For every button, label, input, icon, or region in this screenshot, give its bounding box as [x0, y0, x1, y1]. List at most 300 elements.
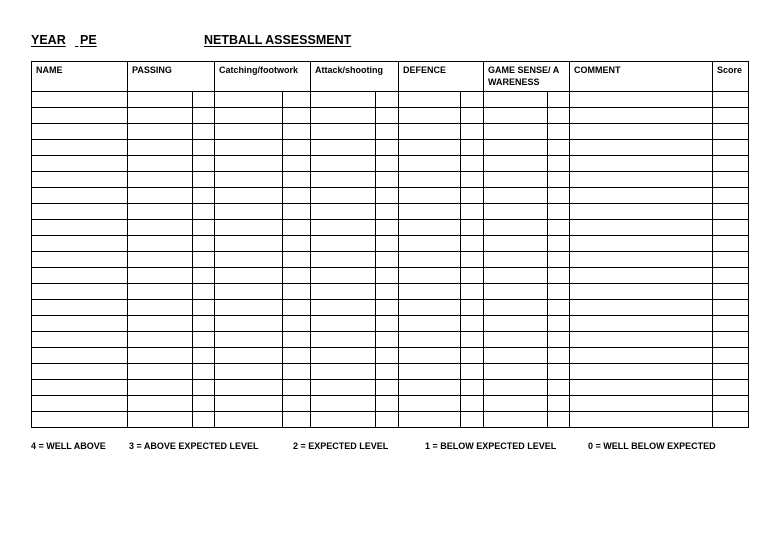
cell-passing-mark[interactable]: [193, 364, 215, 380]
cell-game-sense-mark[interactable]: [548, 284, 570, 300]
cell-defence[interactable]: [399, 236, 461, 252]
cell-game-sense-mark[interactable]: [548, 204, 570, 220]
cell-game-sense[interactable]: [484, 172, 548, 188]
cell-game-sense[interactable]: [484, 204, 548, 220]
cell-passing[interactable]: [128, 348, 193, 364]
cell-name[interactable]: [32, 412, 128, 428]
cell-passing[interactable]: [128, 268, 193, 284]
cell-defence[interactable]: [399, 284, 461, 300]
cell-catching[interactable]: [215, 380, 283, 396]
cell-passing[interactable]: [128, 300, 193, 316]
cell-defence-mark[interactable]: [461, 172, 484, 188]
cell-defence[interactable]: [399, 332, 461, 348]
cell-attack[interactable]: [311, 108, 376, 124]
cell-score[interactable]: [713, 156, 749, 172]
cell-game-sense[interactable]: [484, 284, 548, 300]
cell-defence[interactable]: [399, 364, 461, 380]
cell-catching[interactable]: [215, 364, 283, 380]
cell-defence[interactable]: [399, 268, 461, 284]
cell-game-sense-mark[interactable]: [548, 156, 570, 172]
cell-score[interactable]: [713, 236, 749, 252]
table-row: [32, 268, 749, 284]
cell-comment[interactable]: [570, 140, 713, 156]
cell-attack-mark[interactable]: [376, 332, 399, 348]
cell-game-sense-mark[interactable]: [548, 188, 570, 204]
cell-passing-mark[interactable]: [193, 332, 215, 348]
cell-game-sense[interactable]: [484, 364, 548, 380]
cell-name[interactable]: [32, 188, 128, 204]
cell-passing-mark[interactable]: [193, 140, 215, 156]
cell-defence-mark[interactable]: [461, 156, 484, 172]
cell-catching-mark[interactable]: [283, 316, 311, 332]
cell-game-sense[interactable]: [484, 140, 548, 156]
cell-comment[interactable]: [570, 220, 713, 236]
table-row: [32, 156, 749, 172]
cell-attack[interactable]: [311, 220, 376, 236]
cell-passing-mark[interactable]: [193, 124, 215, 140]
cell-passing-mark[interactable]: [193, 220, 215, 236]
cell-game-sense-mark[interactable]: [548, 140, 570, 156]
cell-defence[interactable]: [399, 412, 461, 428]
cell-attack[interactable]: [311, 364, 376, 380]
cell-passing[interactable]: [128, 124, 193, 140]
cell-defence-mark[interactable]: [461, 364, 484, 380]
cell-passing[interactable]: [128, 108, 193, 124]
cell-catching-mark[interactable]: [283, 188, 311, 204]
cell-passing-mark[interactable]: [193, 172, 215, 188]
cell-defence[interactable]: [399, 124, 461, 140]
cell-game-sense-mark[interactable]: [548, 172, 570, 188]
cell-game-sense-mark[interactable]: [548, 316, 570, 332]
cell-passing-mark[interactable]: [193, 236, 215, 252]
table-body: [32, 92, 749, 428]
cell-attack-mark[interactable]: [376, 124, 399, 140]
cell-game-sense-mark[interactable]: [548, 236, 570, 252]
cell-name[interactable]: [32, 332, 128, 348]
cell-name[interactable]: [32, 124, 128, 140]
cell-passing[interactable]: [128, 316, 193, 332]
cell-catching[interactable]: [215, 172, 283, 188]
cell-attack-mark[interactable]: [376, 412, 399, 428]
cell-catching[interactable]: [215, 124, 283, 140]
cell-attack[interactable]: [311, 236, 376, 252]
cell-attack-mark[interactable]: [376, 204, 399, 220]
cell-attack-mark[interactable]: [376, 364, 399, 380]
cell-comment[interactable]: [570, 380, 713, 396]
cell-name[interactable]: [32, 380, 128, 396]
cell-attack[interactable]: [311, 140, 376, 156]
table-row: [32, 332, 749, 348]
cell-passing[interactable]: [128, 396, 193, 412]
table-row: [32, 236, 749, 252]
cell-passing[interactable]: [128, 188, 193, 204]
cell-score[interactable]: [713, 92, 749, 108]
cell-game-sense-mark[interactable]: [548, 124, 570, 140]
cell-catching[interactable]: [215, 268, 283, 284]
table-row: [32, 92, 749, 108]
cell-passing[interactable]: [128, 156, 193, 172]
cell-comment[interactable]: [570, 236, 713, 252]
cell-catching-mark[interactable]: [283, 364, 311, 380]
cell-defence[interactable]: [399, 92, 461, 108]
cell-attack-mark[interactable]: [376, 284, 399, 300]
cell-game-sense[interactable]: [484, 124, 548, 140]
cell-catching-mark[interactable]: [283, 124, 311, 140]
cell-catching-mark[interactable]: [283, 300, 311, 316]
cell-defence-mark[interactable]: [461, 268, 484, 284]
cell-passing[interactable]: [128, 172, 193, 188]
cell-passing-mark[interactable]: [193, 108, 215, 124]
cell-catching-mark[interactable]: [283, 252, 311, 268]
cell-catching-mark[interactable]: [283, 220, 311, 236]
cell-catching-mark[interactable]: [283, 332, 311, 348]
cell-defence-mark[interactable]: [461, 124, 484, 140]
cell-defence-mark[interactable]: [461, 188, 484, 204]
cell-comment[interactable]: [570, 332, 713, 348]
cell-catching[interactable]: [215, 412, 283, 428]
cell-game-sense-mark[interactable]: [548, 300, 570, 316]
col-header-catching: Catching/footwork: [215, 62, 311, 92]
cell-defence-mark[interactable]: [461, 300, 484, 316]
cell-defence[interactable]: [399, 140, 461, 156]
cell-attack[interactable]: [311, 92, 376, 108]
cell-attack[interactable]: [311, 156, 376, 172]
cell-passing[interactable]: [128, 284, 193, 300]
cell-game-sense[interactable]: [484, 380, 548, 396]
cell-catching[interactable]: [215, 92, 283, 108]
cell-game-sense[interactable]: [484, 92, 548, 108]
cell-attack-mark[interactable]: [376, 380, 399, 396]
cell-catching-mark[interactable]: [283, 156, 311, 172]
cell-passing-mark[interactable]: [193, 204, 215, 220]
cell-game-sense-mark[interactable]: [548, 412, 570, 428]
cell-name[interactable]: [32, 300, 128, 316]
cell-catching[interactable]: [215, 348, 283, 364]
cell-comment[interactable]: [570, 204, 713, 220]
cell-catching[interactable]: [215, 252, 283, 268]
cell-catching[interactable]: [215, 188, 283, 204]
cell-defence-mark[interactable]: [461, 236, 484, 252]
cell-comment[interactable]: [570, 268, 713, 284]
cell-attack[interactable]: [311, 268, 376, 284]
cell-defence-mark[interactable]: [461, 108, 484, 124]
cell-score[interactable]: [713, 220, 749, 236]
legend-item-2: 2 = EXPECTED LEVEL: [293, 441, 389, 451]
cell-attack-mark[interactable]: [376, 92, 399, 108]
cell-game-sense-mark[interactable]: [548, 108, 570, 124]
cell-comment[interactable]: [570, 124, 713, 140]
cell-comment[interactable]: [570, 284, 713, 300]
cell-comment[interactable]: [570, 396, 713, 412]
cell-catching[interactable]: [215, 156, 283, 172]
cell-attack[interactable]: [311, 316, 376, 332]
cell-attack-mark[interactable]: [376, 396, 399, 412]
cell-catching[interactable]: [215, 140, 283, 156]
cell-catching[interactable]: [215, 108, 283, 124]
cell-defence[interactable]: [399, 188, 461, 204]
cell-comment[interactable]: [570, 316, 713, 332]
legend-item-4: 4 = WELL ABOVE: [31, 441, 106, 451]
cell-game-sense[interactable]: [484, 188, 548, 204]
cell-score[interactable]: [713, 364, 749, 380]
cell-defence-mark[interactable]: [461, 204, 484, 220]
cell-defence-mark[interactable]: [461, 332, 484, 348]
cell-catching-mark[interactable]: [283, 268, 311, 284]
cell-catching[interactable]: [215, 204, 283, 220]
cell-score[interactable]: [713, 412, 749, 428]
cell-name[interactable]: [32, 268, 128, 284]
cell-attack[interactable]: [311, 188, 376, 204]
cell-score[interactable]: [713, 268, 749, 284]
cell-game-sense-mark[interactable]: [548, 92, 570, 108]
cell-defence[interactable]: [399, 348, 461, 364]
cell-score[interactable]: [713, 188, 749, 204]
cell-score[interactable]: [713, 316, 749, 332]
table-row: [32, 364, 749, 380]
cell-passing[interactable]: [128, 236, 193, 252]
cell-defence[interactable]: [399, 204, 461, 220]
cell-passing[interactable]: [128, 364, 193, 380]
cell-game-sense[interactable]: [484, 108, 548, 124]
cell-defence-mark[interactable]: [461, 140, 484, 156]
cell-defence[interactable]: [399, 316, 461, 332]
cell-attack[interactable]: [311, 284, 376, 300]
cell-attack[interactable]: [311, 332, 376, 348]
cell-score[interactable]: [713, 300, 749, 316]
cell-game-sense-mark[interactable]: [548, 348, 570, 364]
cell-passing-mark[interactable]: [193, 156, 215, 172]
cell-passing-mark[interactable]: [193, 92, 215, 108]
cell-catching-mark[interactable]: [283, 236, 311, 252]
cell-game-sense-mark[interactable]: [548, 332, 570, 348]
table-row: [32, 396, 749, 412]
cell-defence-mark[interactable]: [461, 220, 484, 236]
col-header-game-sense: GAME SENSE/ AWARENESS: [484, 62, 570, 92]
cell-game-sense[interactable]: [484, 332, 548, 348]
cell-passing-mark[interactable]: [193, 188, 215, 204]
cell-name[interactable]: [32, 172, 128, 188]
cell-name[interactable]: [32, 92, 128, 108]
cell-defence-mark[interactable]: [461, 412, 484, 428]
cell-game-sense-mark[interactable]: [548, 252, 570, 268]
cell-name[interactable]: [32, 364, 128, 380]
cell-attack[interactable]: [311, 396, 376, 412]
cell-score[interactable]: [713, 108, 749, 124]
cell-game-sense[interactable]: [484, 236, 548, 252]
assessment-title: NETBALL ASSESSMENT: [204, 33, 352, 47]
assessment-table: [31, 61, 749, 428]
col-header-passing: PASSING: [128, 62, 215, 92]
cell-passing[interactable]: [128, 204, 193, 220]
cell-attack[interactable]: [311, 348, 376, 364]
cell-score[interactable]: [713, 124, 749, 140]
cell-attack-mark[interactable]: [376, 220, 399, 236]
table-row: [32, 380, 749, 396]
cell-catching-mark[interactable]: [283, 412, 311, 428]
cell-attack-mark[interactable]: [376, 348, 399, 364]
cell-catching-mark[interactable]: [283, 348, 311, 364]
cell-attack[interactable]: [311, 300, 376, 316]
cell-score[interactable]: [713, 380, 749, 396]
cell-catching-mark[interactable]: [283, 172, 311, 188]
cell-defence-mark[interactable]: [461, 348, 484, 364]
cell-attack-mark[interactable]: [376, 236, 399, 252]
cell-name[interactable]: [32, 396, 128, 412]
cell-score[interactable]: [713, 204, 749, 220]
cell-catching[interactable]: [215, 284, 283, 300]
cell-comment[interactable]: [570, 252, 713, 268]
header-row: [32, 62, 749, 92]
cell-passing-mark[interactable]: [193, 412, 215, 428]
cell-catching-mark[interactable]: [283, 140, 311, 156]
cell-score[interactable]: [713, 140, 749, 156]
cell-name[interactable]: [32, 140, 128, 156]
cell-defence[interactable]: [399, 252, 461, 268]
cell-attack-mark[interactable]: [376, 268, 399, 284]
cell-defence[interactable]: [399, 396, 461, 412]
subject-label: PE: [80, 33, 97, 47]
cell-catching[interactable]: [215, 316, 283, 332]
cell-catching[interactable]: [215, 332, 283, 348]
cell-catching[interactable]: [215, 220, 283, 236]
cell-attack[interactable]: [311, 172, 376, 188]
table-row: [32, 172, 749, 188]
cell-game-sense-mark[interactable]: [548, 220, 570, 236]
cell-passing[interactable]: [128, 380, 193, 396]
cell-defence[interactable]: [399, 156, 461, 172]
cell-game-sense[interactable]: [484, 348, 548, 364]
cell-comment[interactable]: [570, 172, 713, 188]
cell-defence[interactable]: [399, 220, 461, 236]
cell-catching[interactable]: [215, 396, 283, 412]
cell-passing[interactable]: [128, 332, 193, 348]
cell-defence[interactable]: [399, 108, 461, 124]
cell-comment[interactable]: [570, 108, 713, 124]
cell-defence-mark[interactable]: [461, 396, 484, 412]
cell-attack[interactable]: [311, 380, 376, 396]
cell-catching-mark[interactable]: [283, 396, 311, 412]
cell-score[interactable]: [713, 332, 749, 348]
cell-passing-mark[interactable]: [193, 380, 215, 396]
cell-game-sense[interactable]: [484, 316, 548, 332]
cell-attack[interactable]: [311, 412, 376, 428]
cell-name[interactable]: [32, 284, 128, 300]
cell-score[interactable]: [713, 284, 749, 300]
cell-passing-mark[interactable]: [193, 252, 215, 268]
cell-name[interactable]: [32, 316, 128, 332]
cell-attack-mark[interactable]: [376, 188, 399, 204]
cell-attack[interactable]: [311, 252, 376, 268]
cell-catching-mark[interactable]: [283, 108, 311, 124]
cell-comment[interactable]: [570, 188, 713, 204]
cell-score[interactable]: [713, 172, 749, 188]
table-row: [32, 188, 749, 204]
cell-attack-mark[interactable]: [376, 172, 399, 188]
cell-attack[interactable]: [311, 124, 376, 140]
cell-game-sense[interactable]: [484, 396, 548, 412]
cell-game-sense[interactable]: [484, 412, 548, 428]
cell-score[interactable]: [713, 396, 749, 412]
cell-comment[interactable]: [570, 300, 713, 316]
cell-catching-mark[interactable]: [283, 284, 311, 300]
cell-name[interactable]: [32, 220, 128, 236]
cell-defence[interactable]: [399, 172, 461, 188]
cell-name[interactable]: [32, 156, 128, 172]
cell-attack-mark[interactable]: [376, 300, 399, 316]
cell-catching-mark[interactable]: [283, 204, 311, 220]
cell-name[interactable]: [32, 108, 128, 124]
cell-game-sense[interactable]: [484, 220, 548, 236]
legend-item-3: 3 = ABOVE EXPECTED LEVEL: [129, 441, 259, 451]
cell-attack-mark[interactable]: [376, 316, 399, 332]
cell-defence[interactable]: [399, 380, 461, 396]
table-row: [32, 204, 749, 220]
cell-game-sense[interactable]: [484, 300, 548, 316]
col-header-score: Score: [713, 62, 749, 92]
cell-passing-mark[interactable]: [193, 300, 215, 316]
cell-comment[interactable]: [570, 412, 713, 428]
cell-catching[interactable]: [215, 300, 283, 316]
cell-passing[interactable]: [128, 92, 193, 108]
cell-comment[interactable]: [570, 92, 713, 108]
cell-passing[interactable]: [128, 412, 193, 428]
cell-passing-mark[interactable]: [193, 396, 215, 412]
cell-passing-mark[interactable]: [193, 316, 215, 332]
cell-catching-mark[interactable]: [283, 380, 311, 396]
cell-attack[interactable]: [311, 204, 376, 220]
cell-defence-mark[interactable]: [461, 316, 484, 332]
cell-game-sense-mark[interactable]: [548, 396, 570, 412]
cell-game-sense[interactable]: [484, 156, 548, 172]
cell-passing-mark[interactable]: [193, 284, 215, 300]
cell-defence[interactable]: [399, 300, 461, 316]
table-row: [32, 284, 749, 300]
cell-defence-mark[interactable]: [461, 284, 484, 300]
cell-comment[interactable]: [570, 364, 713, 380]
table-row: [32, 140, 749, 156]
cell-passing[interactable]: [128, 220, 193, 236]
cell-name[interactable]: [32, 236, 128, 252]
cell-score[interactable]: [713, 252, 749, 268]
table-row: [32, 348, 749, 364]
cell-game-sense-mark[interactable]: [548, 364, 570, 380]
cell-defence-mark[interactable]: [461, 92, 484, 108]
cell-score[interactable]: [713, 348, 749, 364]
cell-passing[interactable]: [128, 140, 193, 156]
cell-name[interactable]: [32, 204, 128, 220]
cell-defence-mark[interactable]: [461, 252, 484, 268]
cell-comment[interactable]: [570, 348, 713, 364]
cell-comment[interactable]: [570, 156, 713, 172]
cell-name[interactable]: [32, 252, 128, 268]
cell-game-sense[interactable]: [484, 252, 548, 268]
cell-game-sense[interactable]: [484, 268, 548, 284]
cell-game-sense-mark[interactable]: [548, 380, 570, 396]
cell-attack-mark[interactable]: [376, 252, 399, 268]
cell-passing-mark[interactable]: [193, 268, 215, 284]
cell-attack-mark[interactable]: [376, 156, 399, 172]
cell-name[interactable]: [32, 348, 128, 364]
cell-attack-mark[interactable]: [376, 108, 399, 124]
cell-defence-mark[interactable]: [461, 380, 484, 396]
cell-catching-mark[interactable]: [283, 92, 311, 108]
cell-passing-mark[interactable]: [193, 348, 215, 364]
cell-game-sense-mark[interactable]: [548, 268, 570, 284]
cell-catching[interactable]: [215, 236, 283, 252]
cell-attack-mark[interactable]: [376, 140, 399, 156]
table-row: [32, 124, 749, 140]
cell-passing[interactable]: [128, 252, 193, 268]
